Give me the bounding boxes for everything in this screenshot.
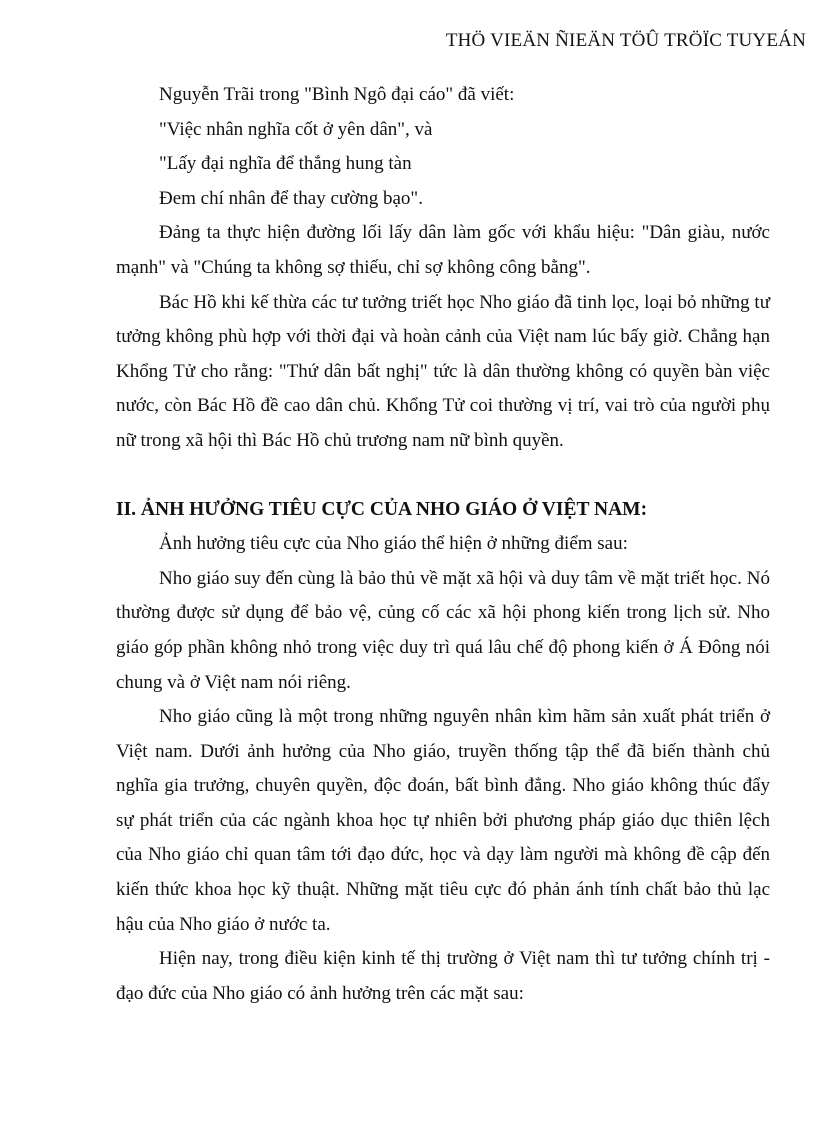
poem-line: "Việc nhân nghĩa cốt ở yên dân", và [159,118,433,140]
paragraph: Bác Hồ khi kế thừa các tư tưởng triết học Nho giáo đã tinh lọc, loại bỏ những tư tưởng không phù hợp với thời đại và hoàn cảnh của Việt nam lúc bấy giờ. Chẳng hạn Khổng Tử cho rằng: "Thứ dân bất nghị" tức là dân thường không có quyền bàn việc nước, còn Bác Hồ đề cao dân chủ. Khổng Tử coi thường vị trí, vai trò của người phụ nữ trong xã hội thì Bác Hồ chủ trương nam nữ bình quyền. [116,291,770,451]
paragraph: Nho giáo suy đến cùng là bảo thủ về mặt xã hội và duy tâm về mặt triết học. Nó thường được sử dụng để bảo vệ, củng cố các xã hội phong kiến trong lịch sử. Nho giáo góp phần không nhỏ trong việc duy trì quá lâu chế độ phong kiến ở Á Đông nói chung và ở Việt nam nói riêng. [116,567,770,693]
section-spacer [116,459,770,476]
poem-line: Đem chí nhân để thay cường bạo". [159,187,423,209]
poem-line: "Lấy đại nghĩa để thắng hung tàn [159,153,412,175]
document-body [116,78,770,1011]
paragraph: Đảng ta thực hiện đường lối lấy dân làm gốc với khẩu hiệu: "Dân giàu, nước mạnh" và "Chúng ta không sợ thiếu, chỉ sợ không công bằng". [116,222,770,278]
paragraph: Nho giáo cũng là một trong những nguyên nhân kìm hãm sản xuất phát triển ở Việt nam. Dưới ảnh hưởng của Nho giáo, truyền thống tập thể đã biến thành chủ nghĩa gia trưởng, chuyên quyền, độc đoán, bất bình đẳng. Nho giáo không thúc đẩy sự phát triển của các ngành khoa học tự nhiên bởi phương pháp giáo dục thiên lệch của Nho giáo chỉ quan tâm tới đạo đức, học và dạy làm người mà không đề cập đến kiến thức khoa học kỹ thuật. Những mặt tiêu cực đó phản ánh tính chất bảo thủ lạc hậu của Nho giáo ở nước ta. [116,706,770,935]
section-heading: II. ẢNH HƯỞNG TIÊU CỰC CỦA NHO GIÁO Ở VIỆT NAM: [116,498,648,520]
paragraph: Hiện nay, trong điều kiện kinh tế thị trường ở Việt nam thì tư tưởng chính trị - đạo đức của Nho giáo có ảnh hưởng trên các mặt sau: [116,948,770,1004]
page-header-title: THÖ VIEÄN ÑIEÄN TÖÛ TRÖÏC TUYEÁN [445,30,806,51]
paragraph: Ảnh hưởng tiêu cực của Nho giáo thể hiện ở những điểm sau: [159,533,628,555]
paragraph: Nguyễn Trãi trong "Bình Ngô đại cáo" đã viết: [159,84,515,105]
